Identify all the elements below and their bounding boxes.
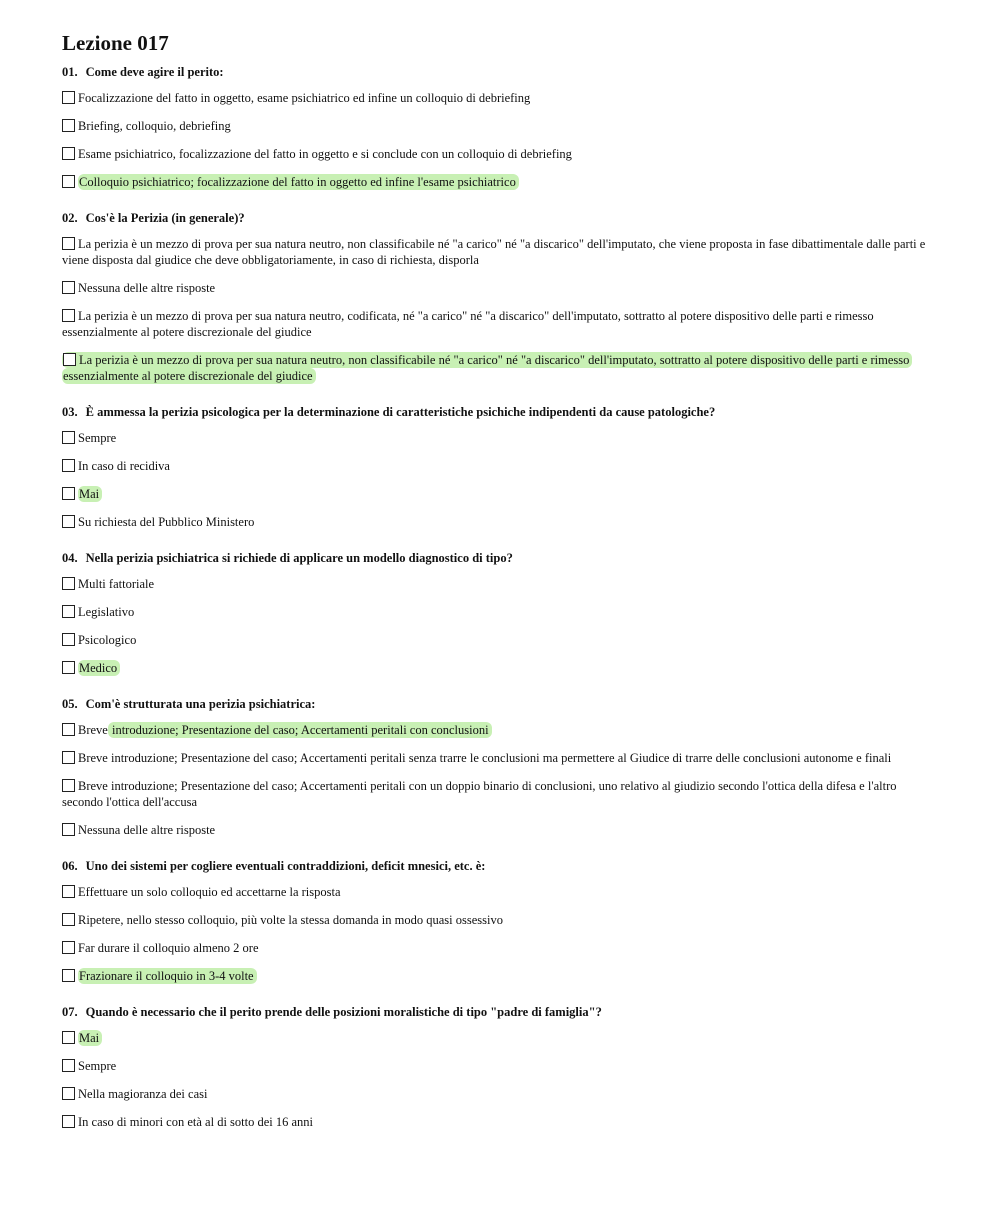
answer-checkbox[interactable] xyxy=(62,1059,75,1072)
answer-option xyxy=(62,308,940,340)
question-heading xyxy=(62,550,940,566)
answer-checkbox[interactable] xyxy=(62,487,75,500)
answer-checkbox[interactable] xyxy=(62,885,75,898)
answer-checkbox[interactable] xyxy=(62,823,75,836)
answer-text-prefix: Breve xyxy=(78,723,108,737)
answer-option xyxy=(62,750,940,766)
question-02 xyxy=(62,210,940,384)
answer-option xyxy=(62,632,940,648)
answer-checkbox[interactable] xyxy=(62,175,75,188)
answer-option xyxy=(62,822,940,838)
answer-checkbox[interactable] xyxy=(62,941,75,954)
answer-text: Multi fattoriale xyxy=(78,577,155,591)
question-heading xyxy=(62,64,940,80)
answer-option xyxy=(62,118,940,134)
answer-checkbox[interactable] xyxy=(62,1031,75,1044)
answer-option xyxy=(62,940,940,956)
answer-checkbox[interactable] xyxy=(62,91,75,104)
question-text: È ammessa la perizia psicologica per la determinazione di caratteristiche psichiche indipendenti da cause patologiche? xyxy=(85,405,716,419)
answer-text: Ripetere, nello stesso colloquio, più volte la stessa domanda in modo quasi ossessivo xyxy=(78,913,503,927)
question-heading xyxy=(62,1004,940,1020)
answer-option xyxy=(62,146,940,162)
answer-checkbox[interactable] xyxy=(62,281,75,294)
answer-text: Sempre xyxy=(78,431,117,445)
question-03 xyxy=(62,404,940,530)
answer-option xyxy=(62,912,940,928)
answer-option xyxy=(62,604,940,620)
answer-checkbox[interactable] xyxy=(62,431,75,444)
question-number: 01. xyxy=(62,65,78,79)
question-heading xyxy=(62,696,940,712)
answer-option xyxy=(62,1058,940,1074)
answer-text: Briefing, colloquio, debriefing xyxy=(78,119,231,133)
answer-text: Nella magioranza dei casi xyxy=(78,1087,208,1101)
answer-text: Nessuna delle altre risposte xyxy=(78,281,216,295)
question-number: 03. xyxy=(62,405,78,419)
answer-option xyxy=(62,778,940,810)
answer-text: Legislativo xyxy=(78,605,135,619)
answer-checkbox[interactable] xyxy=(62,1115,75,1128)
answer-option-correct xyxy=(62,486,940,502)
answer-highlight xyxy=(62,352,912,384)
answer-text: La perizia è un mezzo di prova per sua natura neutro, non classificabile né "a carico" né "a discarico" dell'imputato, che viene proposta in fase dibattimentale dalle parti e viene disposta dal giudice che deve obbligatoriamente, in caso di richiesta, disporla xyxy=(62,237,926,267)
answer-option-correct xyxy=(62,1030,940,1046)
question-number: 04. xyxy=(62,551,78,565)
question-05 xyxy=(62,696,940,838)
question-heading xyxy=(62,858,940,874)
question-text: Cos'è la Perizia (in generale)? xyxy=(85,211,245,225)
answer-checkbox[interactable] xyxy=(62,661,75,674)
answer-text-highlighted: Medico xyxy=(78,660,120,676)
answer-option xyxy=(62,1114,940,1130)
answer-option-correct xyxy=(62,174,940,190)
answer-text-highlighted: Mai xyxy=(78,486,102,502)
answer-text: Psicologico xyxy=(78,633,137,647)
answer-text: Breve introduzione; Presentazione del caso; Accertamenti peritali con un doppio binario di conclusioni, uno relativo al giudizio secondo l'ottica della difesa e l'altro secondo l'ottica dell'accusa xyxy=(62,779,897,809)
answer-option xyxy=(62,576,940,592)
answer-text: Effettuare un solo colloquio ed accettarne la risposta xyxy=(78,885,341,899)
question-text: Quando è necessario che il perito prende delle posizioni moralistiche di tipo "padre di famiglia"? xyxy=(85,1005,602,1019)
answer-checkbox[interactable] xyxy=(62,633,75,646)
answer-text: Breve introduzione; Presentazione del caso; Accertamenti peritali senza trarre le conclusioni ma permettere al Giudice di trarre delle conclusioni autonome e finali xyxy=(78,751,892,765)
question-text: Uno dei sistemi per cogliere eventuali contraddizioni, deficit mnesici, etc. è: xyxy=(85,859,486,873)
answer-checkbox[interactable] xyxy=(62,723,75,736)
question-heading xyxy=(62,404,940,420)
question-text: Nella perizia psichiatrica si richiede di applicare un modello diagnostico di tipo? xyxy=(85,551,513,565)
question-number: 05. xyxy=(62,697,78,711)
answer-text-highlighted: Mai xyxy=(78,1030,102,1046)
answer-checkbox[interactable] xyxy=(63,353,76,366)
question-number: 06. xyxy=(62,859,78,873)
question-01 xyxy=(62,64,940,190)
answer-checkbox[interactable] xyxy=(62,751,75,764)
answer-option-correct xyxy=(62,722,940,738)
answer-checkbox[interactable] xyxy=(62,577,75,590)
answer-option xyxy=(62,884,940,900)
answer-text: In caso di recidiva xyxy=(78,459,170,473)
question-text: Come deve agire il perito: xyxy=(85,65,224,79)
answer-text: Focalizzazione del fatto in oggetto, esame psichiatrico ed infine un colloquio di debriefing xyxy=(78,91,531,105)
answer-text-highlighted: Colloquio psichiatrico; focalizzazione del fatto in oggetto ed infine l'esame psichiatrico xyxy=(78,174,519,190)
answer-option xyxy=(62,90,940,106)
answer-checkbox[interactable] xyxy=(62,779,75,792)
answer-option xyxy=(62,430,940,446)
answer-text-highlighted: introduzione; Presentazione del caso; Accertamenti peritali con conclusioni xyxy=(108,722,492,738)
answer-text: La perizia è un mezzo di prova per sua natura neutro, non classificabile né "a carico" né "a discarico" dell'imputato, sottratto al potere dispositivo delle parti e rimesso essenzialmente al potere discrezionale del giudice xyxy=(63,353,910,383)
question-06 xyxy=(62,858,940,984)
question-number: 07. xyxy=(62,1005,78,1019)
page-title: Lezione 017 xyxy=(62,31,169,55)
answer-text: La perizia è un mezzo di prova per sua natura neutro, codificata, né "a carico" né "a discarico" dell'imputato, sottratto al potere dispositivo delle parti e rimesso essenzialmente al potere discrezionale del giudice xyxy=(62,309,874,339)
question-04 xyxy=(62,550,940,676)
answer-checkbox[interactable] xyxy=(62,459,75,472)
question-07 xyxy=(62,1004,940,1130)
answer-text: In caso di minori con età al di sotto dei 16 anni xyxy=(78,1115,314,1129)
answer-checkbox[interactable] xyxy=(62,913,75,926)
answer-option-correct xyxy=(62,968,940,984)
answer-text: Esame psichiatrico, focalizzazione del fatto in oggetto e si conclude con un colloquio di debriefing xyxy=(78,147,572,161)
answer-checkbox[interactable] xyxy=(62,309,75,322)
answer-checkbox[interactable] xyxy=(62,1087,75,1100)
answer-text: Sempre xyxy=(78,1059,117,1073)
answer-option-correct xyxy=(62,660,940,676)
answer-text: Far durare il colloquio almeno 2 ore xyxy=(78,941,259,955)
question-number: 02. xyxy=(62,211,78,225)
answer-checkbox[interactable] xyxy=(62,969,75,982)
answer-checkbox[interactable] xyxy=(62,237,75,250)
answer-checkbox[interactable] xyxy=(62,147,75,160)
answer-option xyxy=(62,458,940,474)
question-text: Com'è strutturata una perizia psichiatrica: xyxy=(85,697,316,711)
answer-text-highlighted: Frazionare il colloquio in 3-4 volte xyxy=(78,968,257,984)
answer-option xyxy=(62,1086,940,1102)
answer-option-correct xyxy=(62,352,940,384)
answer-option xyxy=(62,236,940,268)
answer-checkbox[interactable] xyxy=(62,515,75,528)
question-heading xyxy=(62,210,940,226)
answer-text: Nessuna delle altre risposte xyxy=(78,823,216,837)
answer-option xyxy=(62,280,940,296)
answer-text: Su richiesta del Pubblico Ministero xyxy=(78,515,255,529)
answer-option xyxy=(62,514,940,530)
answer-checkbox[interactable] xyxy=(62,605,75,618)
answer-checkbox[interactable] xyxy=(62,119,75,132)
